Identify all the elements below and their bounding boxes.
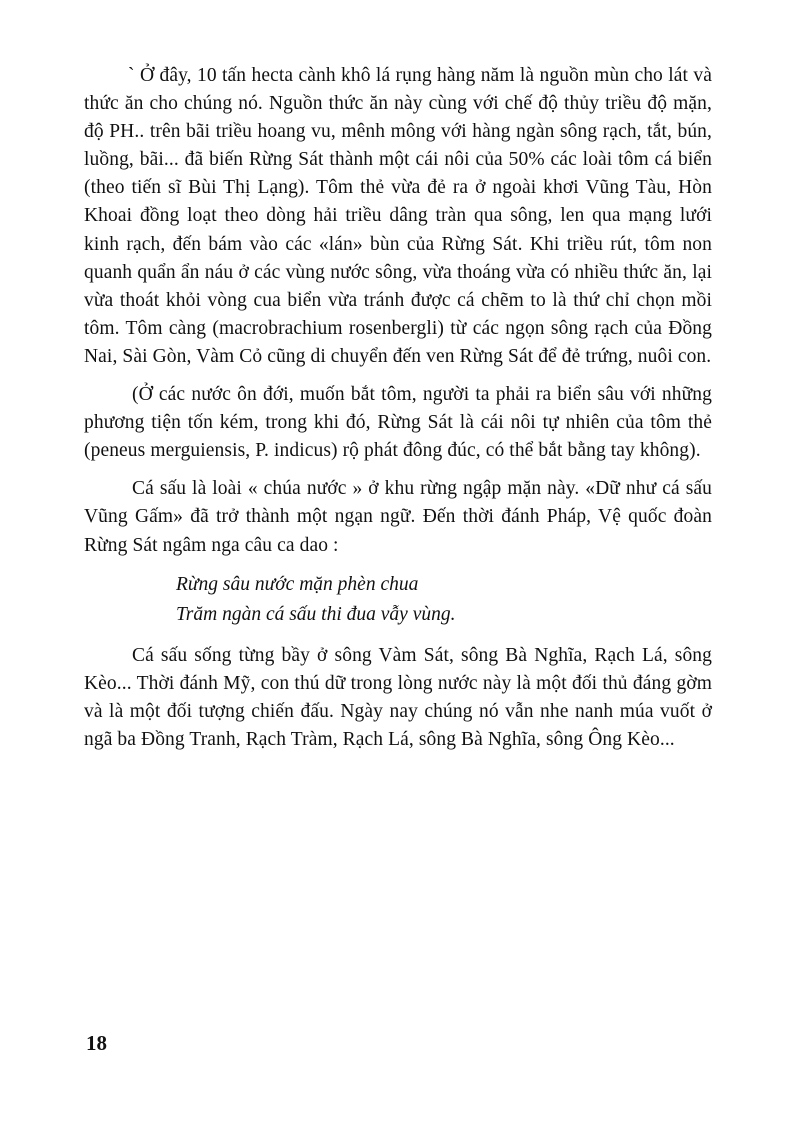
verse-line-1: Rừng sâu nước mặn phèn chua bbox=[176, 573, 419, 595]
verse-line-2: Trăm ngàn cá sấu thi đua vẫy vùng. bbox=[176, 603, 456, 625]
paragraph-crocodile-intro: Cá sấu là loài « chúa nước » ở khu rừng ngập mặn này. «Dữ như cá sấu Vũng Gấm» đã trở thành một ngạn ngữ. Đến thời đánh Pháp, Vệ quốc đoàn Rừng Sát ngâm nga câu ca dao : bbox=[84, 478, 712, 556]
paragraph-temperate-comparison: (Ở các nước ôn đới, muốn bắt tôm, người ta phải ra biển sâu với những phương tiện tốn kém, trong khi đó, Rừng Sát là cái nôi tự nhiên của tôm thẻ (peneus merguiensis, P. indicus) rộ phát đông đúc, có thể bắt bằng tay không). bbox=[84, 384, 712, 462]
paragraph-crocodile-habitat: Cá sấu sống từng bầy ở sông Vàm Sát, sông Bà Nghĩa, Rạch Lá, sông Kèo... Thời đánh Mỹ, con thú dữ trong lòng nước này là một đối thủ đáng gờm và là một đối tượng chiến đấu. Ngày nay chúng nó vẫn nhe nanh múa vuốt ở ngã ba Đồng Tranh, Rạch Tràm, Rạch Lá, sông Bà Nghĩa, sông Ông Kèo... bbox=[84, 644, 712, 750]
paragraph-rung-sat-nursery: ` Ở đây, 10 tấn hecta cành khô lá rụng hàng năm là nguồn mùn cho lát và thức ăn cho chúng nó. Nguồn thức ăn này cùng với chế độ thủy triều độ mặn, độ PH.. trên bãi triều hoang vu, mênh mông với hàng ngàn sông rạch, tắt, bún, luồng, bãi... đã biến Rừng Sát thành một cái nôi của 50% các loài tôm cá biển (theo tiến sĩ Bùi Thị Lạng). Tôm thẻ vừa đẻ ra ở ngoài khơi Vũng Tàu, Hòn Khoai đồng loạt theo dòng hải triều dâng tràn qua sông, len qua mạng lưới kinh rạch, đến bám vào các «lán» bùn của Rừng Sát. Khi triều rút, tôm non quanh quẩn ẩn náu ở các vùng nước sông, vừa thoáng vừa có nhiều thức ăn, lại vừa thoát khỏi vòng cua biển vừa tránh được cá chẽm to là thứ chỉ chọn mồi tôm. Tôm càng (macrobrachium rosenbergli) từ các ngọn sông rạch của Đồng Nai, Sài Gòn, Vàm Cỏ cũng di chuyển đến ven Rừng Sát để đẻ trứng, nuôi con. bbox=[84, 65, 712, 367]
folk-verse bbox=[84, 570, 712, 630]
body-text bbox=[84, 62, 712, 764]
page-number: 18 bbox=[86, 1031, 107, 1055]
